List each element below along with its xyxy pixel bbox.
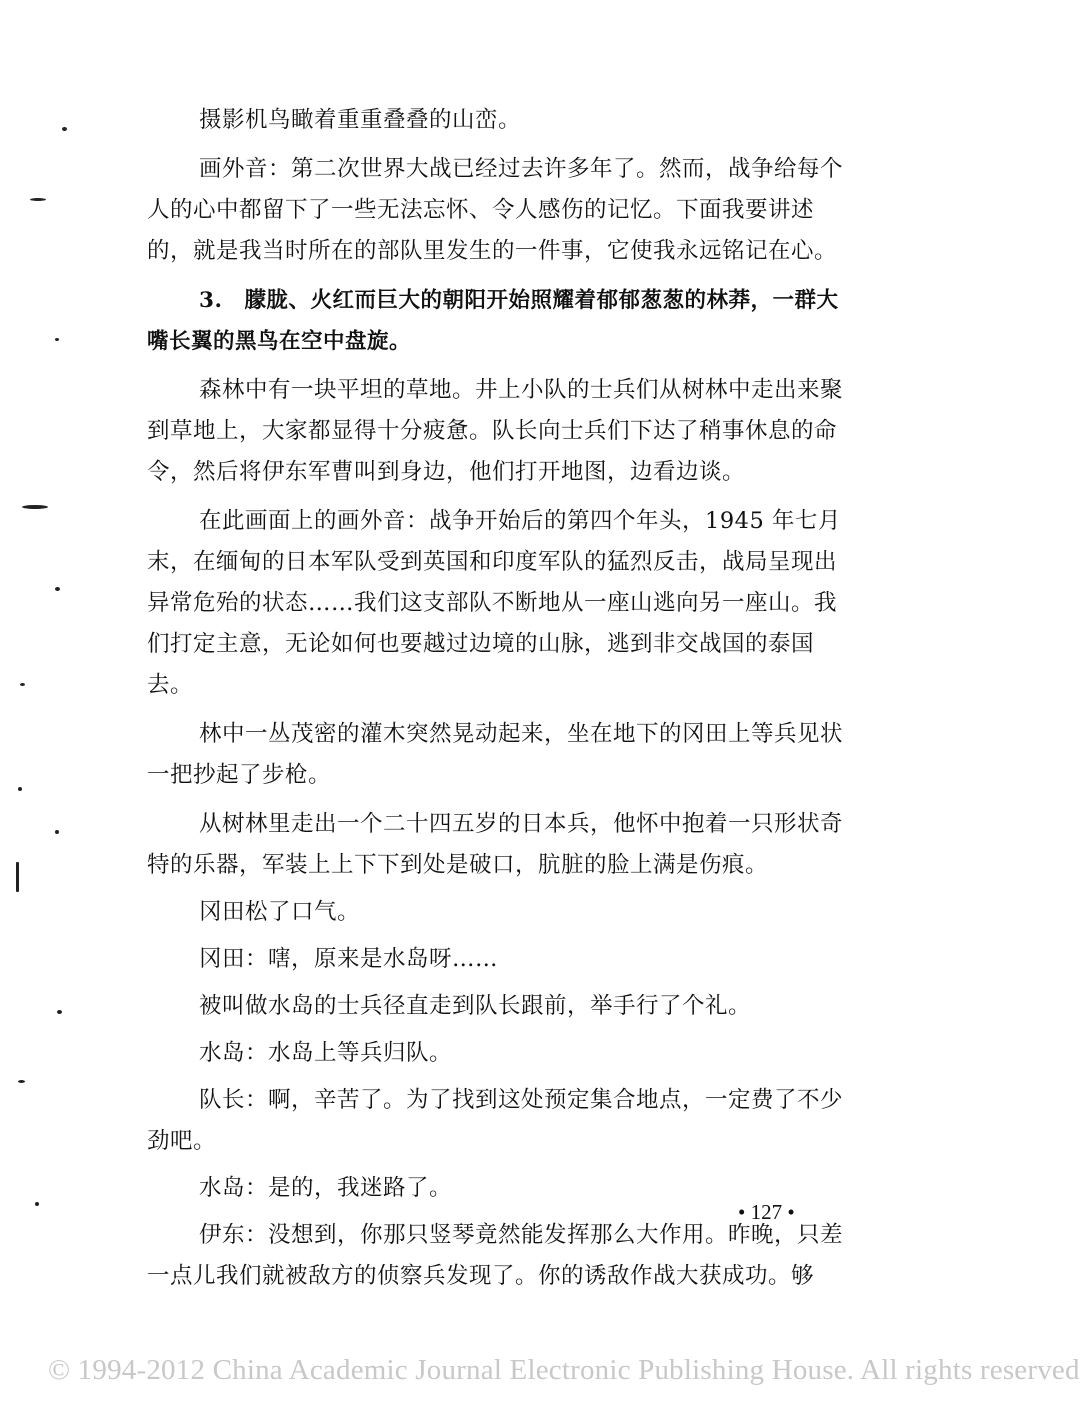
paragraph-7: 从树林里走出一个二十四五岁的日本兵，他怀中抱着一只形状奇特的乐器，军装上上下下到处是破口，肮脏的脸上满是伤痕。 bbox=[147, 811, 844, 878]
scan-speck bbox=[55, 587, 60, 591]
paragraph-2: 画外音：第二次世界大战已经过去许多年了。然而，战争给每个人的心中都留下了一些无法忘怀、令人感伤的记忆。下面我要讲述的，就是我当时所在的部队里发生的一件事，它使我永远铭记在心。 bbox=[147, 156, 844, 264]
scan-speck bbox=[16, 862, 19, 892]
copyright-footer: © 1994-2012 China Academic Journal Electronic Publishing House. All rights reserved bbox=[48, 1354, 1080, 1386]
paragraph-4: 森林中有一块平坦的草地。井上小队的士兵们从树林中走出来聚到草地上，大家都显得十分疲惫。队长向士兵们下达了稍事休息的命令，然后将伊东军曹叫到身边，他们打开地图，边看边谈。 bbox=[147, 377, 844, 485]
paragraph-14: 伊东：没想到，你那只竖琴竟然能发挥那么大作用。昨晚，只差一点儿我们就被敌方的侦察兵发现了。你的诱敌作战大获成功。够 bbox=[147, 1222, 844, 1289]
scan-speck bbox=[18, 1080, 25, 1083]
scan-speck bbox=[20, 683, 25, 686]
paragraph-1: 摄影机鸟瞰着重重叠叠的山峦。 bbox=[199, 107, 522, 133]
body-text bbox=[147, 100, 847, 1297]
scan-speck bbox=[22, 505, 48, 509]
scan-speck bbox=[57, 1010, 62, 1014]
scan-speck bbox=[35, 1202, 39, 1206]
page-number: • 127 • bbox=[738, 1200, 795, 1224]
scene-3-heading: 3. 朦胧、火红而巨大的朝阳开始照耀着郁郁葱葱的林莽，一群大嘴长翼的黑鸟在空中盘旋。 bbox=[147, 288, 839, 354]
paragraph-6: 林中一丛茂密的灌木突然晃动起来，坐在地下的冈田上等兵见状一把抄起了步枪。 bbox=[147, 721, 844, 788]
scan-speck bbox=[55, 830, 59, 834]
scan-speck bbox=[30, 198, 46, 201]
paragraph-13: 水岛：是的，我迷路了。 bbox=[199, 1175, 453, 1201]
paragraph-12: 队长：啊，辛苦了。为了找到这处预定集合地点，一定费了不少劲吧。 bbox=[147, 1087, 844, 1154]
paragraph-10: 被叫做水岛的士兵径直走到队长跟前，举手行了个礼。 bbox=[199, 993, 752, 1019]
scan-speck bbox=[18, 787, 22, 791]
paragraph-8: 冈田松了口气。 bbox=[199, 899, 361, 925]
paragraph-9: 冈田：嗐，原来是水岛呀…… bbox=[199, 946, 499, 972]
scan-speck bbox=[55, 338, 59, 341]
paragraph-5: 在此画面上的画外音：战争开始后的第四个年头，1945 年七月末，在缅甸的日本军队受到英国和印度军队的猛烈反击，战局呈现出异常危殆的状态……我们这支部队不断地从一座山逃向另一座山。我们打定主意，无论如何也要越过边境的山脉，逃到非交战国的泰国去。 bbox=[147, 508, 841, 698]
paragraph-11: 水岛：水岛上等兵归队。 bbox=[199, 1040, 453, 1066]
scan-speck bbox=[62, 127, 67, 131]
